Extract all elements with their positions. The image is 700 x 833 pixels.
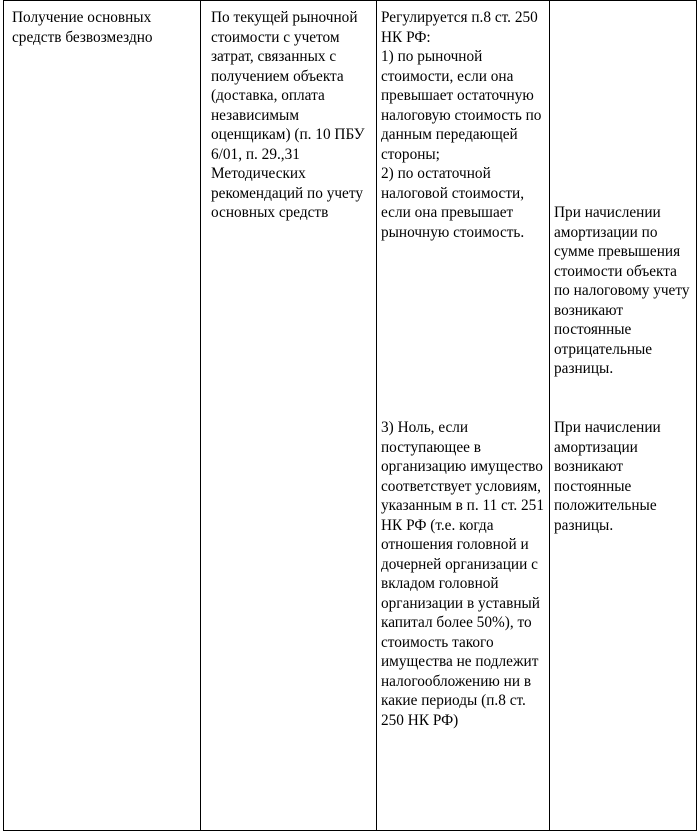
tax-valuation-intro: Регулируется п.8 ст. 250 НК РФ:: [381, 9, 538, 46]
column-divider: [376, 1, 377, 830]
tax-valuation-item-1: 1) по рыночной стоимости, если она превышает остаточную налоговую стоимость по данным передающей стороны;: [381, 48, 542, 163]
cell-operation: [12, 8, 192, 47]
accounting-table: [3, 0, 697, 831]
cell-accounting-valuation: [211, 8, 371, 223]
cell-tax-valuation: [381, 8, 549, 242]
tax-valuation-item-3: 3) Ноль, если поступающее в организацию имущество соответствует условиям, указанным в п. 11 ст. 251 НК РФ (т.е. когда отношения головной и дочерней организации с вкладом головной организации в уставный капитал более 50%), то стоимость такого имущества не подлежит налогообложению ни в какие периоды (п.8 ст. 250 НК РФ): [381, 419, 544, 729]
operation-text: Получение основных средств безвозмездно: [12, 9, 153, 46]
differences-positive-text: При начислении амортизации возникают постоянные положительные разницы.: [554, 419, 661, 534]
cell-differences-positive: [554, 418, 694, 535]
accounting-valuation-text: По текущей рыночной стоимости с учетом затрат, связанных с получением объекта (доставка, оплата независимым оценщикам) (п. 10 ПБУ 6/01, п. 29.,31 Методических рекомендаций по учету основных средств: [211, 9, 365, 221]
cell-tax-valuation-zero: [381, 418, 549, 730]
differences-negative-text: При начислении амортизации по сумме превышения стоимости объекта по налоговому учету возникают постоянные отрицательные разницы.: [554, 204, 690, 377]
column-divider: [549, 1, 550, 830]
tax-valuation-item-2: 2) по остаточной налоговой стоимости, если она превышает рыночную стоимость.: [381, 165, 525, 241]
cell-differences-negative: [554, 203, 694, 379]
column-divider: [200, 1, 201, 830]
